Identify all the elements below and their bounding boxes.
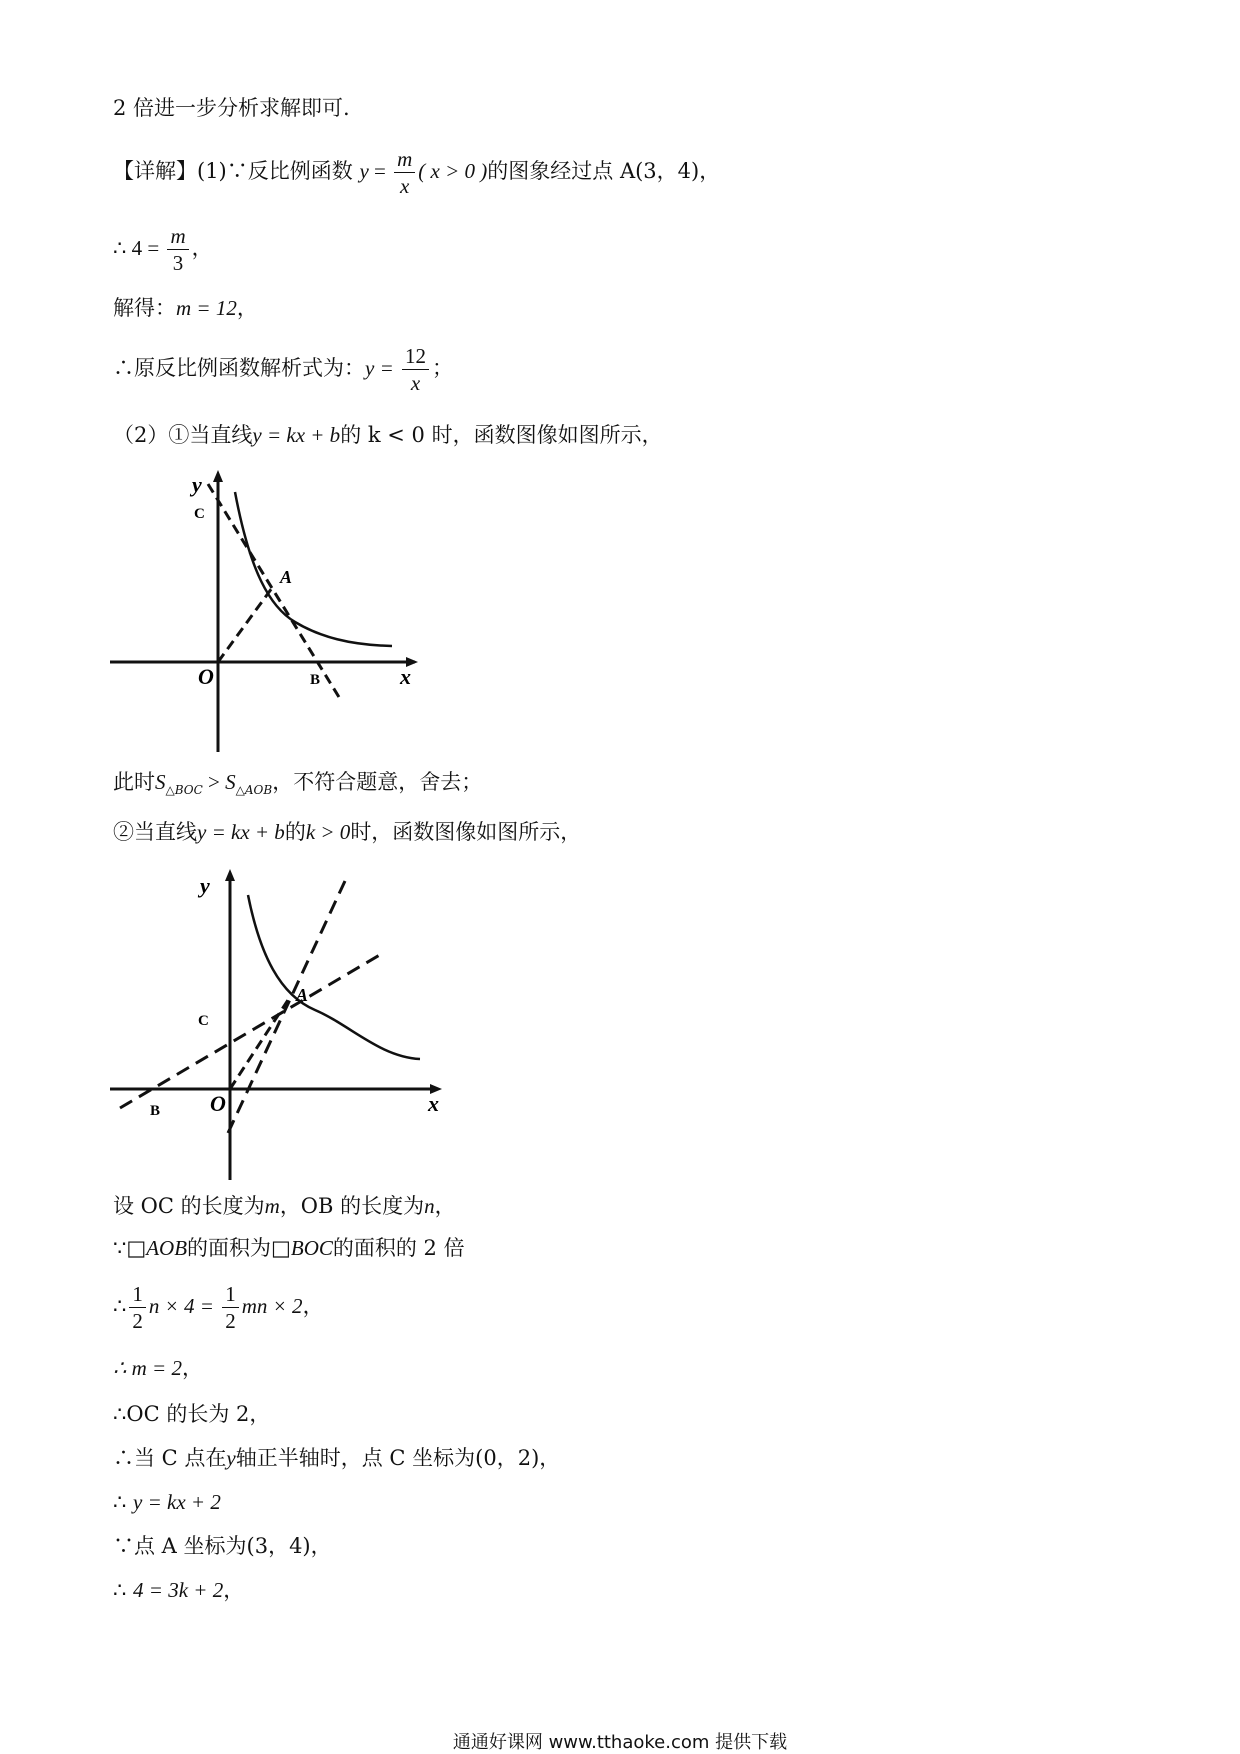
x-label: x [400, 664, 411, 689]
numerator: 12 [402, 345, 429, 370]
math: 4 = 3k + 2 [133, 1578, 224, 1602]
math: BOC [290, 1236, 333, 1260]
point-a-label: A [280, 567, 293, 587]
figure-1-graph [110, 462, 430, 762]
text-line-7 [113, 772, 482, 796]
text: 2 倍进一步分析求解即可. [113, 96, 350, 120]
y-axis-arrow [213, 470, 223, 482]
math: k > 0 [305, 820, 351, 844]
x-label: x [428, 1091, 439, 1116]
text: ∴OC 的长为 2， [113, 1402, 271, 1426]
math: > [202, 770, 226, 794]
subscript: △BOC [165, 783, 203, 797]
fraction [167, 225, 188, 274]
math: n × 4 = [148, 1294, 220, 1319]
text: ； [432, 356, 453, 381]
text: ， [223, 1578, 245, 1602]
text: ， [434, 1194, 456, 1218]
denominator: x [410, 371, 421, 396]
text-line-16 [113, 1536, 332, 1557]
math: y = [365, 356, 399, 381]
text: ∵点 A 坐标为(3，4)， [113, 1534, 332, 1558]
text: ，不符合题意，舍去； [272, 770, 483, 794]
text-line-4 [113, 298, 258, 319]
point-b-label: B [310, 672, 321, 688]
text: 解得： [113, 296, 176, 320]
text: 的 k < 0 时，函数图像如图所示， [340, 423, 663, 447]
math: y [359, 159, 369, 184]
text: ∴当 C 点在 [113, 1446, 227, 1470]
line-steep [228, 881, 345, 1133]
page-footer: 通通好课网 www.tthaoke.com 提供下载 [452, 1732, 788, 1753]
text-line-5 [113, 345, 453, 394]
text: 设 OC 的长度为 [113, 1194, 265, 1218]
numerator: 1 [222, 1283, 239, 1308]
y-label: y [192, 472, 202, 497]
text-line-9 [113, 1196, 456, 1217]
subscript: △AOB [235, 783, 273, 797]
text: 【详解】(1)∵反比例函数 [113, 159, 353, 184]
text-line-8 [113, 822, 581, 843]
text: 的面积的 2 倍 [332, 1236, 465, 1260]
text-line-15 [113, 1492, 221, 1513]
text: 轴正半轴时，点 C 坐标为(0，2)， [235, 1446, 561, 1470]
math: = [368, 159, 392, 184]
y-label: y [200, 873, 210, 898]
math: S [155, 770, 166, 794]
text-line-6 [113, 425, 663, 446]
math: mn × 2 [241, 1294, 303, 1319]
numerator: 1 [129, 1283, 146, 1308]
point-b-label: B [150, 1103, 161, 1119]
math: y = kx + 2 [133, 1490, 221, 1514]
text: ∴ [113, 1294, 127, 1319]
text-line-14 [113, 1448, 560, 1469]
hyperbola-curve [248, 895, 420, 1059]
denominator: 3 [172, 251, 184, 276]
text-line-13 [113, 1404, 270, 1425]
fraction [394, 148, 415, 197]
text: ∴ [113, 1578, 134, 1602]
segment-OA [230, 997, 290, 1089]
math: ( x > 0 ) [418, 159, 488, 184]
origin-label: O [198, 664, 214, 689]
math: y = kx + b [197, 820, 285, 844]
math: AOB [146, 1236, 188, 1260]
line-y-kx-b [208, 484, 342, 702]
origin-label: O [210, 1091, 226, 1116]
segment-OA [218, 588, 272, 662]
math: y [226, 1446, 236, 1470]
fraction [129, 1283, 146, 1332]
text-line-2 [113, 148, 720, 197]
text: ，OB 的长度为 [279, 1194, 425, 1218]
point-a-label: A [296, 985, 309, 1005]
text: ∴ [113, 1490, 134, 1514]
text: 的 [284, 820, 306, 844]
text-line-17 [113, 1580, 244, 1601]
text: 此时 [113, 770, 155, 794]
y-axis-arrow [225, 869, 235, 881]
denominator: x [400, 174, 410, 199]
text-line-10 [113, 1238, 465, 1259]
text: ， [236, 296, 258, 320]
math: ∴ m = 2 [113, 1356, 182, 1380]
math: S [225, 770, 236, 794]
math: ∴ 4 = [113, 236, 165, 261]
math: m = 12 [176, 296, 237, 320]
math: n [424, 1194, 435, 1218]
text: 的面积为□ [187, 1236, 291, 1260]
text: ②当直线 [113, 820, 197, 844]
point-c-label: C [194, 506, 205, 522]
text: （2）①当直线 [113, 423, 253, 447]
numerator: m [167, 225, 188, 250]
text-line-1 [113, 98, 350, 119]
math: y = kx + b [252, 423, 341, 447]
text: ， [302, 1294, 324, 1319]
text-line-11 [113, 1283, 324, 1332]
text-line-3 [113, 225, 213, 274]
text: ， [181, 1356, 203, 1380]
denominator: 2 [132, 1309, 143, 1334]
fraction [222, 1283, 239, 1332]
figure-2-graph [110, 865, 455, 1185]
text: 时，函数图像如图所示， [350, 820, 582, 844]
text: ∵□ [113, 1236, 147, 1260]
text: 的图象经过点 A(3，4)， [487, 159, 721, 184]
fraction [402, 345, 429, 394]
text: ， [191, 236, 213, 261]
denominator: 2 [225, 1309, 236, 1334]
math: m [264, 1194, 280, 1218]
numerator: m [394, 148, 415, 173]
text-line-12 [113, 1358, 203, 1379]
text: ∴原反比例函数解析式为： [113, 356, 365, 381]
point-c-label: C [198, 1013, 209, 1029]
